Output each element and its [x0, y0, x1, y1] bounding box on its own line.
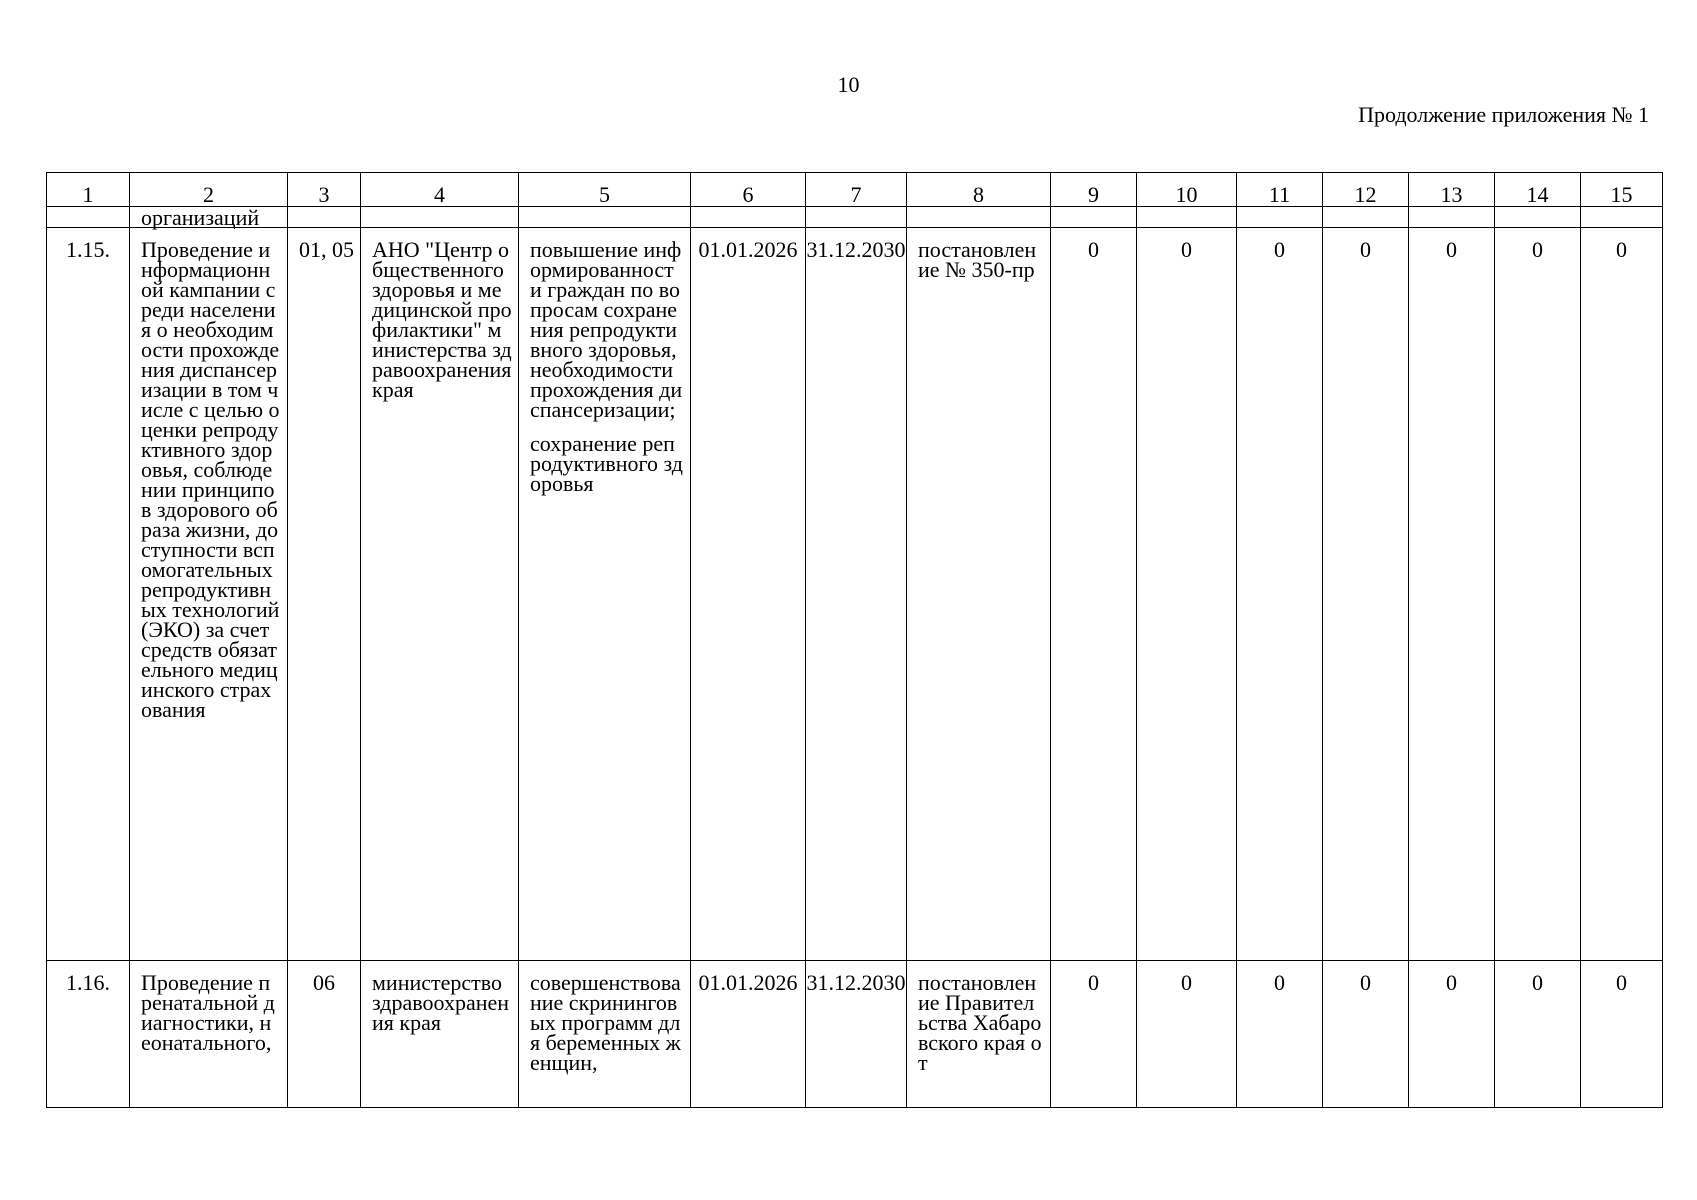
column-header: 8 — [907, 173, 1051, 207]
value-cell: 0 — [1495, 961, 1581, 1108]
table-row — [47, 228, 1663, 961]
table-cell — [47, 207, 130, 228]
column-header: 3 — [288, 173, 361, 207]
page-number: 10 — [837, 72, 860, 97]
table-cell — [907, 207, 1051, 228]
basis-document: постановление Правительства Хабаровского края от — [907, 961, 1051, 1108]
table-cell — [1137, 207, 1237, 228]
value-cell: 0 — [1323, 961, 1409, 1108]
table-row — [47, 961, 1663, 1108]
column-header: 9 — [1051, 173, 1137, 207]
value-cell: 0 — [1409, 961, 1495, 1108]
expected-result-paragraph: совершенствование скрининговых программ для беременных женщин, — [530, 970, 681, 1075]
table-cell — [1051, 207, 1137, 228]
value-cell: 0 — [1137, 228, 1237, 961]
start-date: 01.01.2026 — [691, 961, 806, 1108]
table-cell — [1237, 207, 1323, 228]
start-date: 01.01.2026 — [691, 228, 806, 961]
column-header: 4 — [361, 173, 519, 207]
table-cell — [1323, 207, 1409, 228]
value-cell: 0 — [1323, 228, 1409, 961]
column-header: 14 — [1495, 173, 1581, 207]
column-header: 11 — [1237, 173, 1323, 207]
end-date: 31.12.2030 — [806, 228, 907, 961]
value-cell: 0 — [1409, 228, 1495, 961]
column-number-row — [47, 173, 1663, 207]
event-description: Проведение пренатальной диагностики, неонатального, — [130, 961, 288, 1108]
table-cell — [691, 207, 806, 228]
appendix-table — [46, 172, 1663, 1108]
row-number: 1.16. — [47, 961, 130, 1108]
carry-over-text: организаций — [130, 207, 288, 228]
table-cell — [361, 207, 519, 228]
carry-over-row — [47, 207, 1663, 228]
column-header: 10 — [1137, 173, 1237, 207]
table-cell — [288, 207, 361, 228]
value-cell: 0 — [1051, 961, 1137, 1108]
table-cell — [1581, 207, 1663, 228]
table-cell — [1409, 207, 1495, 228]
value-cell: 0 — [1495, 228, 1581, 961]
expected-result-paragraph: сохранение репродуктивного здоровья — [530, 431, 683, 496]
end-date: 31.12.2030 — [806, 961, 907, 1108]
task-code: 06 — [288, 961, 361, 1108]
column-header: 2 — [130, 173, 288, 207]
column-header: 7 — [806, 173, 907, 207]
row-number: 1.15. — [47, 228, 130, 961]
column-header: 6 — [691, 173, 806, 207]
expected-result-paragraph: повышение информированности граждан по вопросам сохранения репродуктивного здоровья, необходимости прохождения диспансеризации; — [530, 237, 683, 422]
value-cell: 0 — [1051, 228, 1137, 961]
event-description: Проведение информационной кампании среди населения о необходимости прохождения диспансеризации в том числе с целью оценки репродуктивного здоровья, соблюдении принципов здорового образа жизни, доступности вспомогательных репродуктивных технологий (ЭКО) за счет средств обязательного медицинского страхования — [130, 228, 288, 961]
table-cell — [519, 207, 691, 228]
column-header: 12 — [1323, 173, 1409, 207]
value-cell: 0 — [1137, 961, 1237, 1108]
executor: министерство здравоохранения края — [361, 961, 519, 1108]
task-code: 01, 05 — [288, 228, 361, 961]
value-cell: 0 — [1237, 961, 1323, 1108]
column-header: 13 — [1409, 173, 1495, 207]
executor: АНО "Центр общественного здоровья и медицинской профилактики" министерства здравоохранения края — [361, 228, 519, 961]
expected-result — [519, 961, 691, 1108]
table-cell — [806, 207, 907, 228]
value-cell: 0 — [1237, 228, 1323, 961]
appendix-continuation-label: Продолжение приложения № 1 — [1358, 102, 1649, 127]
column-header: 5 — [519, 173, 691, 207]
column-header: 1 — [47, 173, 130, 207]
expected-result — [519, 228, 691, 961]
column-header: 15 — [1581, 173, 1663, 207]
value-cell: 0 — [1581, 961, 1663, 1108]
basis-document: постановление № 350-пр — [907, 228, 1051, 961]
table-cell — [1495, 207, 1581, 228]
value-cell: 0 — [1581, 228, 1663, 961]
